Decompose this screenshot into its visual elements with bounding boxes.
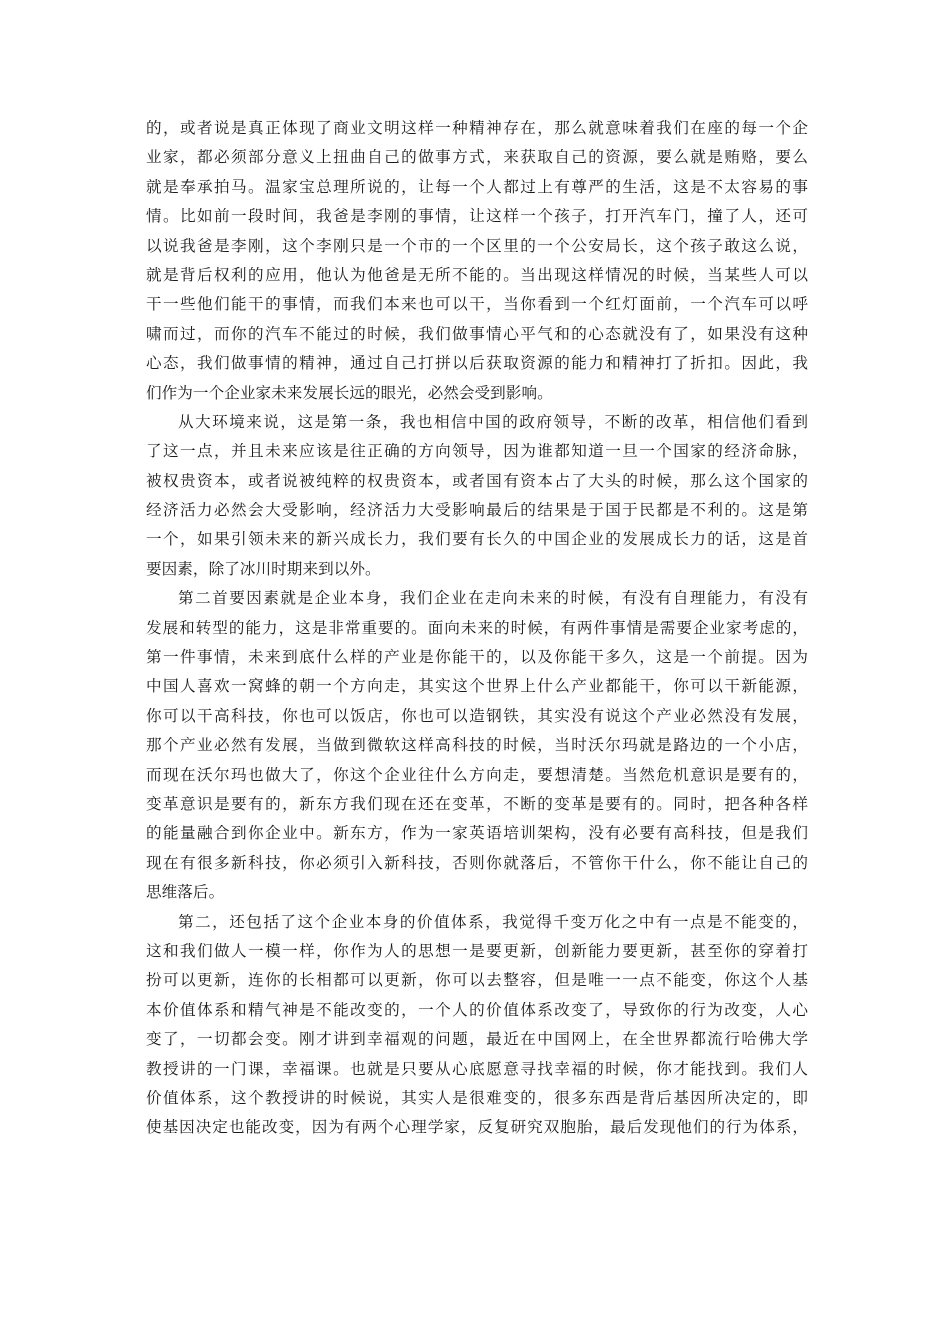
text-line: 就是背后权利的应用，他认为他爸是无所不能的。当出现这样情况的时候，当某些人可以 [146,265,808,284]
text-line: 那个产业必然有发展，当做到微软这样高科技的时候，当时沃尔玛就是路边的一个小店， [146,736,808,755]
text-line: 这和我们做人一模一样，你作为人的思想一是要更新，创新能力要更新，甚至你的穿着打 [146,941,808,960]
text-line: 以说我爸是李刚，这个李刚只是一个市的一个区里的一个公安局长，这个孩子敢这么说， [146,236,808,255]
paragraph [146,114,808,408]
text-line: 变了，一切都会变。刚才讲到幸福观的问题，最近在中国网上，在全世界都流行哈佛大学 [146,1030,808,1049]
text-line: 干一些他们能干的事情，而我们本来也可以干，当你看到一个红灯面前，一个汽车可以呼 [146,295,808,314]
text-line: 经济活力必然会大受影响，经济活力大受影响最后的结果是于国于民都是不利的。这是第 [146,501,808,520]
text-line: 思维落后。 [146,883,225,902]
text-line: 扮可以更新，连你的长相都可以更新，你可以去整容，但是唯一一点不能变，你这个人基 [146,971,808,990]
text-line: 就是奉承拍马。温家宝总理所说的，让每一个人都过上有尊严的生活，这是不太容易的事 [146,177,808,196]
text-line: 第一件事情，未来到底什么样的产业是你能干的，以及你能干多久，这是一个前提。因为 [146,648,808,667]
text-line: 发展和转型的能力，这是非常重要的。面向未来的时候，有两件事情是需要企业家考虑的， [146,618,808,637]
document-body [146,114,808,1143]
text-line: 一个，如果引领未来的新兴成长力，我们要有长久的中国企业的发展成长力的话，这是首 [146,530,808,549]
paragraph [146,408,808,584]
text-line: 现在有很多新科技，你必须引入新科技，否则你就落后，不管你干什么，你不能让自己的 [146,853,808,872]
paragraph [146,584,808,907]
text-line: 要因素，除了冰川时期来到以外。 [146,559,381,578]
text-line: 第二，还包括了这个企业本身的价值体系，我觉得千变万化之中有一点是不能变的， [178,912,808,931]
text-line: 啸而过，而你的汽车不能过的时候，我们做事情心平气和的心态就没有了，如果没有这种 [146,324,808,343]
text-line: 从大环境来说，这是第一条，我也相信中国的政府领导，不断的改革，相信他们看到 [178,412,808,431]
text-line: 变革意识是要有的，新东方我们现在还在变革，不断的变革是要有的。同时，把各种各样 [146,794,808,813]
text-line: 而现在沃尔玛也做大了，你这个企业往什么方向走，要想清楚。当然危机意识是要有的， [146,765,808,784]
text-line: 使基因决定也能改变，因为有两个心理学家，反复研究双胞胎，最后发现他们的行为体系， [146,1118,808,1137]
text-line: 中国人喜欢一窝蜂的朝一个方向走，其实这个世界上什么产业都能干，你可以干新能源， [146,677,808,696]
paragraph [146,908,808,1143]
text-line: 心态，我们做事情的精神，通过自己打拼以后获取资源的能力和精神打了折扣。因此，我 [146,354,808,373]
text-line: 你可以干高科技，你也可以饭店，你也可以造钢铁，其实没有说这个产业必然没有发展， [146,706,808,725]
text-line: 的能量融合到你企业中。新东方，作为一家英语培训架构，没有必要有高科技，但是我们 [146,824,808,843]
text-line: 本价值体系和精气神是不能改变的，一个人的价值体系改变了，导致你的行为改变，人心 [146,1000,808,1019]
text-line: 了这一点，并且未来应该是往正确的方向领导，因为谁都知道一旦一个国家的经济命脉， [146,442,808,461]
text-line: 第二首要因素就是企业本身，我们企业在走向未来的时候，有没有自理能力，有没有 [178,589,808,608]
text-line: 被权贵资本，或者说被纯粹的权贵资本，或者国有资本占了大头的时候，那么这个国家的 [146,471,808,490]
text-line: 教授讲的一门课，幸福课。也就是只要从心底愿意寻找幸福的时候，你才能找到。我们人 [146,1059,808,1078]
text-line: 业家，都必须部分意义上扭曲自己的做事方式，来获取自己的资源，要么就是贿赂，要么 [146,148,808,167]
text-line: 的，或者说是真正体现了商业文明这样一种精神存在，那么就意味着我们在座的每一个企 [146,119,808,137]
text-line: 们作为一个企业家未来发展长远的眼光，必然会受到影响。 [146,383,553,402]
text-line: 情。比如前一段时间，我爸是李刚的事情，让这样一个孩子，打开汽车门，撞了人，还可 [146,207,808,226]
text-line: 价值体系，这个教授讲的时候说，其实人是很难变的，很多东西是背后基因所决定的，即 [146,1088,808,1107]
